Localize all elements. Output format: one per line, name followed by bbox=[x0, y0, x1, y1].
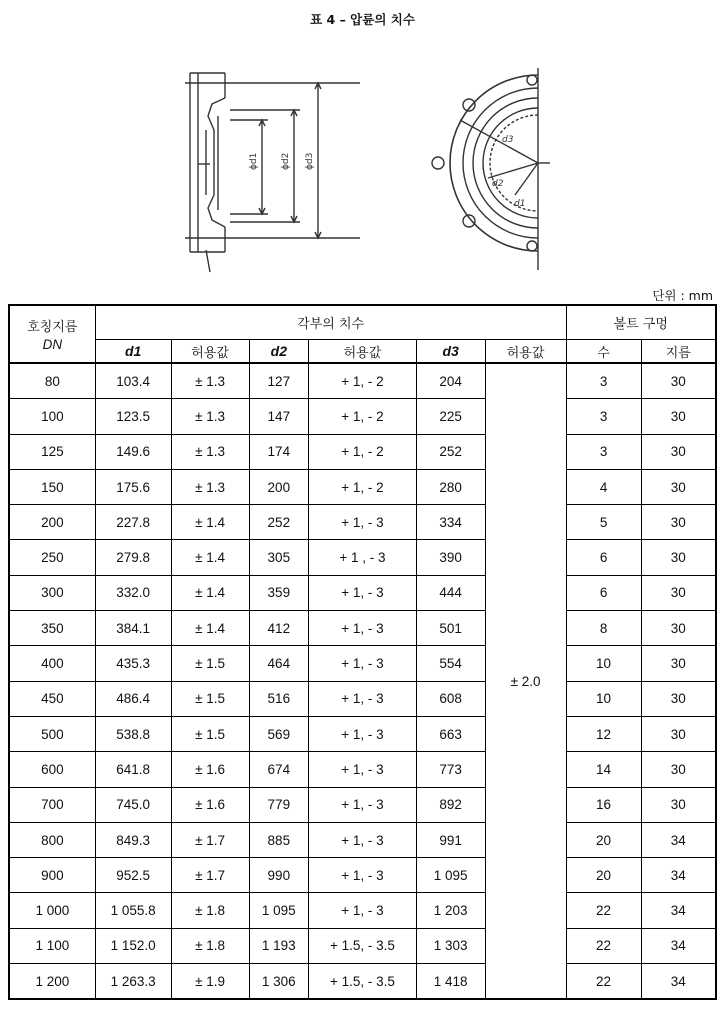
cell-dn: 150 bbox=[9, 469, 95, 504]
cell-dn: 800 bbox=[9, 822, 95, 857]
header-nominal-label: 호칭지름 bbox=[27, 320, 78, 335]
cell-d3: 773 bbox=[416, 752, 485, 787]
cell-d1: 849.3 bbox=[95, 822, 171, 857]
table-row bbox=[9, 964, 716, 1000]
cell-d3: 554 bbox=[416, 646, 485, 681]
table-row bbox=[9, 469, 716, 504]
header-d2: d2 bbox=[249, 340, 309, 364]
cell-n: 10 bbox=[566, 646, 641, 681]
cell-dn: 600 bbox=[9, 752, 95, 787]
cell-d3: 1 203 bbox=[416, 893, 485, 928]
table-row bbox=[9, 363, 716, 399]
cell-t2: + 1, - 3 bbox=[309, 575, 417, 610]
cell-dia: 30 bbox=[641, 752, 716, 787]
cell-dn: 900 bbox=[9, 858, 95, 893]
cell-d2: 516 bbox=[249, 681, 309, 716]
cell-n: 3 bbox=[566, 434, 641, 469]
table-row bbox=[9, 611, 716, 646]
cell-dia: 30 bbox=[641, 363, 716, 399]
cell-d2: 990 bbox=[249, 858, 309, 893]
unit-label: 단위 : mm bbox=[652, 288, 713, 303]
table-row bbox=[9, 716, 716, 751]
cell-t2: + 1, - 3 bbox=[309, 505, 417, 540]
header-nominal bbox=[9, 305, 95, 363]
header-tolerance-d3: 허용값 bbox=[485, 340, 566, 364]
header-tolerance-d2: 허용값 bbox=[309, 340, 417, 364]
cell-dn: 500 bbox=[9, 716, 95, 751]
cell-d1: 486.4 bbox=[95, 681, 171, 716]
cell-dn: 400 bbox=[9, 646, 95, 681]
cell-dn: 1 100 bbox=[9, 928, 95, 963]
cell-t2: + 1, - 3 bbox=[309, 716, 417, 751]
table-row bbox=[9, 787, 716, 822]
cell-t1: ± 1.4 bbox=[171, 575, 249, 610]
cell-n: 20 bbox=[566, 858, 641, 893]
cell-t2: + 1, - 3 bbox=[309, 681, 417, 716]
cell-n: 12 bbox=[566, 716, 641, 751]
table-row bbox=[9, 681, 716, 716]
front-label-d3: d3 bbox=[502, 135, 514, 145]
cell-d3: 334 bbox=[416, 505, 485, 540]
side-label-d2: ϕd2 bbox=[281, 152, 291, 170]
cell-d1: 641.8 bbox=[95, 752, 171, 787]
cell-t1: ± 1.4 bbox=[171, 540, 249, 575]
cell-d2: 569 bbox=[249, 716, 309, 751]
cell-d1: 1 152.0 bbox=[95, 928, 171, 963]
cell-t1: ± 1.5 bbox=[171, 646, 249, 681]
side-label-d3: ϕd3 bbox=[305, 152, 315, 170]
cell-d2: 305 bbox=[249, 540, 309, 575]
cell-n: 8 bbox=[566, 611, 641, 646]
cell-dn: 1 000 bbox=[9, 893, 95, 928]
table-row bbox=[9, 434, 716, 469]
cell-d3-tolerance: ± 2.0 bbox=[485, 363, 566, 999]
cell-dia: 30 bbox=[641, 434, 716, 469]
cell-dia: 30 bbox=[641, 399, 716, 434]
cell-d3: 501 bbox=[416, 611, 485, 646]
cell-n: 22 bbox=[566, 964, 641, 1000]
cell-d2: 464 bbox=[249, 646, 309, 681]
cell-n: 14 bbox=[566, 752, 641, 787]
dimension-table bbox=[8, 304, 717, 1000]
header-d3: d3 bbox=[416, 340, 485, 364]
cell-t1: ± 1.7 bbox=[171, 858, 249, 893]
cell-dn: 200 bbox=[9, 505, 95, 540]
table-row bbox=[9, 575, 716, 610]
cell-d3: 663 bbox=[416, 716, 485, 751]
front-label-d2: d2 bbox=[492, 179, 504, 189]
cell-d3: 280 bbox=[416, 469, 485, 504]
cell-d3: 252 bbox=[416, 434, 485, 469]
cell-dn: 125 bbox=[9, 434, 95, 469]
cell-t1: ± 1.8 bbox=[171, 893, 249, 928]
cell-d2: 147 bbox=[249, 399, 309, 434]
header-tolerance-d1: 허용값 bbox=[171, 340, 249, 364]
cell-t2: + 1, - 3 bbox=[309, 611, 417, 646]
cell-d1: 332.0 bbox=[95, 575, 171, 610]
table-row bbox=[9, 540, 716, 575]
cell-d3: 608 bbox=[416, 681, 485, 716]
cell-t1: ± 1.9 bbox=[171, 964, 249, 1000]
cell-d2: 1 095 bbox=[249, 893, 309, 928]
table-row bbox=[9, 928, 716, 963]
cell-t2: + 1, - 3 bbox=[309, 646, 417, 681]
cell-d1: 279.8 bbox=[95, 540, 171, 575]
cell-d2: 174 bbox=[249, 434, 309, 469]
cell-dn: 450 bbox=[9, 681, 95, 716]
table-title: 표 4 – 압륜의 치수 bbox=[310, 12, 415, 27]
cell-t2: + 1, - 2 bbox=[309, 399, 417, 434]
table-row bbox=[9, 752, 716, 787]
cell-d1: 745.0 bbox=[95, 787, 171, 822]
cell-d3: 444 bbox=[416, 575, 485, 610]
table-row bbox=[9, 505, 716, 540]
cell-t1: ± 1.6 bbox=[171, 787, 249, 822]
cell-dn: 700 bbox=[9, 787, 95, 822]
cell-t1: ± 1.7 bbox=[171, 822, 249, 857]
header-nominal-dn: DN bbox=[42, 337, 63, 352]
header-dimensions: 각부의 치수 bbox=[95, 305, 566, 340]
cell-n: 5 bbox=[566, 505, 641, 540]
cell-d3: 1 303 bbox=[416, 928, 485, 963]
cell-d1: 1 055.8 bbox=[95, 893, 171, 928]
cell-t2: + 1 , - 3 bbox=[309, 540, 417, 575]
cell-t1: ± 1.4 bbox=[171, 611, 249, 646]
cell-d1: 227.8 bbox=[95, 505, 171, 540]
cell-n: 10 bbox=[566, 681, 641, 716]
cell-d1: 175.6 bbox=[95, 469, 171, 504]
cell-d1: 123.5 bbox=[95, 399, 171, 434]
cell-t1: ± 1.4 bbox=[171, 505, 249, 540]
cell-t2: + 1, - 2 bbox=[309, 434, 417, 469]
cell-d2: 779 bbox=[249, 787, 309, 822]
cell-dn: 300 bbox=[9, 575, 95, 610]
cell-dia: 30 bbox=[641, 469, 716, 504]
cell-n: 4 bbox=[566, 469, 641, 504]
cell-dia: 34 bbox=[641, 964, 716, 1000]
cell-t1: ± 1.5 bbox=[171, 716, 249, 751]
table-row bbox=[9, 399, 716, 434]
cell-dia: 30 bbox=[641, 505, 716, 540]
cell-d2: 412 bbox=[249, 611, 309, 646]
cell-d2: 885 bbox=[249, 822, 309, 857]
cell-d3: 1 418 bbox=[416, 964, 485, 1000]
cell-dia: 34 bbox=[641, 893, 716, 928]
header-d1: d1 bbox=[95, 340, 171, 364]
cell-t2: + 1, - 2 bbox=[309, 469, 417, 504]
cell-dn: 350 bbox=[9, 611, 95, 646]
cell-t1: ± 1.5 bbox=[171, 681, 249, 716]
cell-dn: 100 bbox=[9, 399, 95, 434]
cell-dn: 250 bbox=[9, 540, 95, 575]
cell-d3: 204 bbox=[416, 363, 485, 399]
cell-d1: 1 263.3 bbox=[95, 964, 171, 1000]
front-view bbox=[432, 68, 550, 270]
cell-n: 3 bbox=[566, 363, 641, 399]
table-row bbox=[9, 858, 716, 893]
cell-t1: ± 1.3 bbox=[171, 434, 249, 469]
cell-n: 22 bbox=[566, 928, 641, 963]
front-label-d1: d1 bbox=[514, 199, 526, 209]
header-bolt-holes: 볼트 구멍 bbox=[566, 305, 716, 340]
cell-dia: 30 bbox=[641, 540, 716, 575]
cell-t1: ± 1.3 bbox=[171, 399, 249, 434]
cell-dia: 34 bbox=[641, 858, 716, 893]
cell-d2: 1 193 bbox=[249, 928, 309, 963]
cell-t1: ± 1.6 bbox=[171, 752, 249, 787]
cell-n: 6 bbox=[566, 575, 641, 610]
cell-d2: 252 bbox=[249, 505, 309, 540]
cell-d2: 359 bbox=[249, 575, 309, 610]
header-bolt-count: 수 bbox=[566, 340, 641, 364]
cell-n: 22 bbox=[566, 893, 641, 928]
cell-t2: + 1, - 3 bbox=[309, 893, 417, 928]
cell-d3: 1 095 bbox=[416, 858, 485, 893]
cell-d1: 952.5 bbox=[95, 858, 171, 893]
cell-t1: ± 1.3 bbox=[171, 363, 249, 399]
cell-dia: 34 bbox=[641, 928, 716, 963]
cell-d1: 103.4 bbox=[95, 363, 171, 399]
cell-t2: + 1, - 3 bbox=[309, 858, 417, 893]
table-row bbox=[9, 646, 716, 681]
cell-d1: 384.1 bbox=[95, 611, 171, 646]
side-view bbox=[185, 73, 360, 272]
cell-t2: + 1, - 2 bbox=[309, 363, 417, 399]
cell-dia: 34 bbox=[641, 822, 716, 857]
cell-d1: 435.3 bbox=[95, 646, 171, 681]
cell-dia: 30 bbox=[641, 716, 716, 751]
header-bolt-diameter: 지름 bbox=[641, 340, 716, 364]
table-body bbox=[9, 363, 716, 999]
cell-d2: 127 bbox=[249, 363, 309, 399]
cell-n: 3 bbox=[566, 399, 641, 434]
cell-n: 6 bbox=[566, 540, 641, 575]
cell-dia: 30 bbox=[641, 611, 716, 646]
cell-d3: 991 bbox=[416, 822, 485, 857]
cell-t2: + 1, - 3 bbox=[309, 822, 417, 857]
cell-d3: 225 bbox=[416, 399, 485, 434]
cell-t2: + 1.5, - 3.5 bbox=[309, 964, 417, 1000]
cell-t2: + 1, - 3 bbox=[309, 752, 417, 787]
cell-dn: 1 200 bbox=[9, 964, 95, 1000]
cell-dia: 30 bbox=[641, 787, 716, 822]
cell-t2: + 1, - 3 bbox=[309, 787, 417, 822]
cell-d2: 674 bbox=[249, 752, 309, 787]
cell-d1: 149.6 bbox=[95, 434, 171, 469]
cell-t1: ± 1.8 bbox=[171, 928, 249, 963]
cell-t2: + 1.5, - 3.5 bbox=[309, 928, 417, 963]
gland-dimension-drawing bbox=[170, 60, 560, 275]
cell-dia: 30 bbox=[641, 681, 716, 716]
cell-d3: 390 bbox=[416, 540, 485, 575]
cell-d3: 892 bbox=[416, 787, 485, 822]
cell-d2: 1 306 bbox=[249, 964, 309, 1000]
cell-n: 20 bbox=[566, 822, 641, 857]
table-row bbox=[9, 893, 716, 928]
cell-n: 16 bbox=[566, 787, 641, 822]
cell-d2: 200 bbox=[249, 469, 309, 504]
cell-d1: 538.8 bbox=[95, 716, 171, 751]
cell-dn: 80 bbox=[9, 363, 95, 399]
cell-dia: 30 bbox=[641, 575, 716, 610]
cell-dia: 30 bbox=[641, 646, 716, 681]
cell-t1: ± 1.3 bbox=[171, 469, 249, 504]
side-label-d1: ϕd1 bbox=[249, 152, 259, 170]
table-row bbox=[9, 822, 716, 857]
